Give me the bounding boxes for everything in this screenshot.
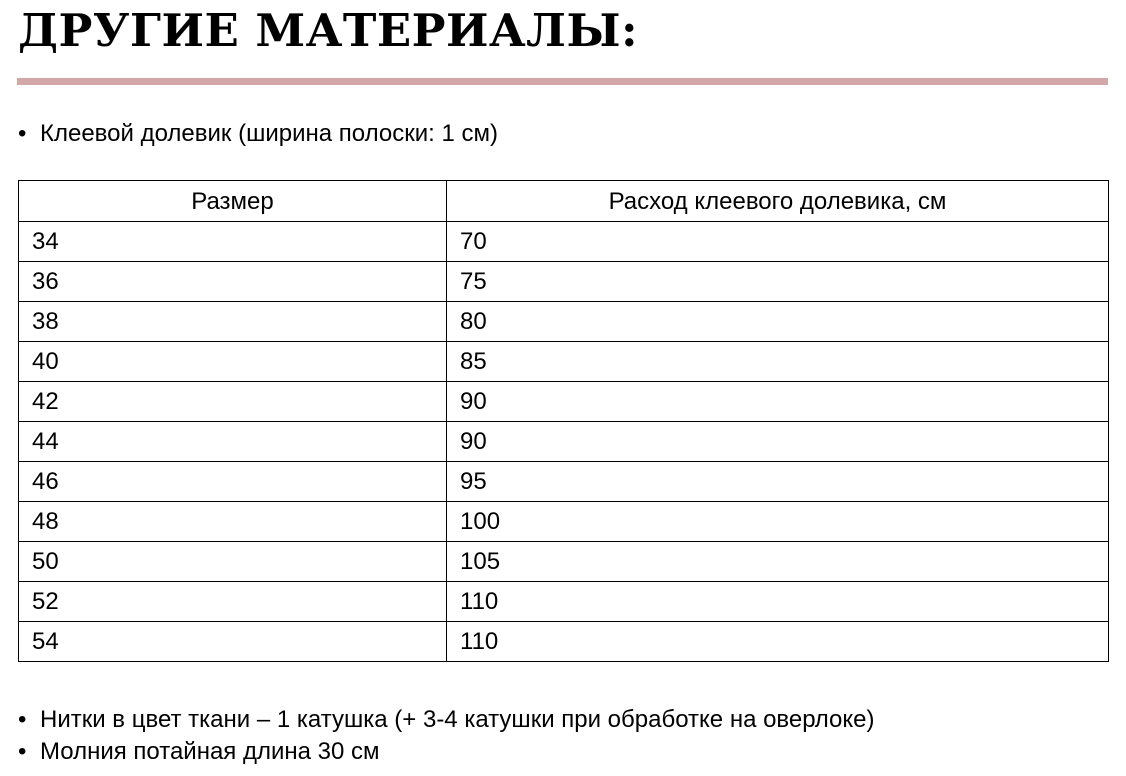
bullet-icon: • — [18, 706, 27, 733]
consumption-cell: 70 — [447, 222, 1109, 262]
size-cell: 38 — [19, 302, 447, 342]
table-row — [19, 262, 1109, 302]
list-item-interfacing-tape — [18, 119, 498, 149]
size-cell: 46 — [19, 462, 447, 502]
list-item-zipper — [18, 737, 380, 767]
consumption-cell: 105 — [447, 542, 1109, 582]
table-row — [19, 462, 1109, 502]
column-header-consumption: Расход клеевого долевика, см — [447, 181, 1109, 222]
table-row — [19, 222, 1109, 262]
table-row — [19, 422, 1109, 462]
size-cell: 42 — [19, 382, 447, 422]
bullet-icon: • — [18, 738, 27, 765]
table-row — [19, 622, 1109, 662]
list-item-text: Клеевой долевик (ширина полоски: 1 см) — [40, 120, 498, 147]
list-item-text: Нитки в цвет ткани – 1 катушка (+ 3-4 катушки при обработке на оверлоке) — [40, 706, 875, 733]
consumption-cell: 110 — [447, 582, 1109, 622]
table-row — [19, 542, 1109, 582]
size-cell: 44 — [19, 422, 447, 462]
size-cell: 54 — [19, 622, 447, 662]
consumption-cell: 80 — [447, 302, 1109, 342]
table-row — [19, 302, 1109, 342]
size-cell: 50 — [19, 542, 447, 582]
size-cell: 48 — [19, 502, 447, 542]
table-row — [19, 502, 1109, 542]
consumption-cell: 75 — [447, 262, 1109, 302]
title-divider — [17, 78, 1108, 85]
size-cell: 36 — [19, 262, 447, 302]
size-cell: 52 — [19, 582, 447, 622]
table-row — [19, 382, 1109, 422]
consumption-cell: 90 — [447, 422, 1109, 462]
consumption-cell: 100 — [447, 502, 1109, 542]
size-cell: 40 — [19, 342, 447, 382]
table-header-row — [19, 181, 1109, 222]
consumption-table — [18, 180, 1109, 662]
consumption-cell: 85 — [447, 342, 1109, 382]
size-cell: 34 — [19, 222, 447, 262]
table-row — [19, 582, 1109, 622]
consumption-cell: 110 — [447, 622, 1109, 662]
consumption-cell: 90 — [447, 382, 1109, 422]
page-title: ДРУГИЕ МАТЕРИАЛЫ: — [18, 4, 639, 57]
consumption-cell: 95 — [447, 462, 1109, 502]
bullet-icon: • — [18, 120, 27, 147]
column-header-size: Размер — [19, 181, 447, 222]
list-item-text: Молния потайная длина 30 см — [40, 738, 380, 765]
table-row — [19, 342, 1109, 382]
list-item-thread — [18, 705, 875, 735]
